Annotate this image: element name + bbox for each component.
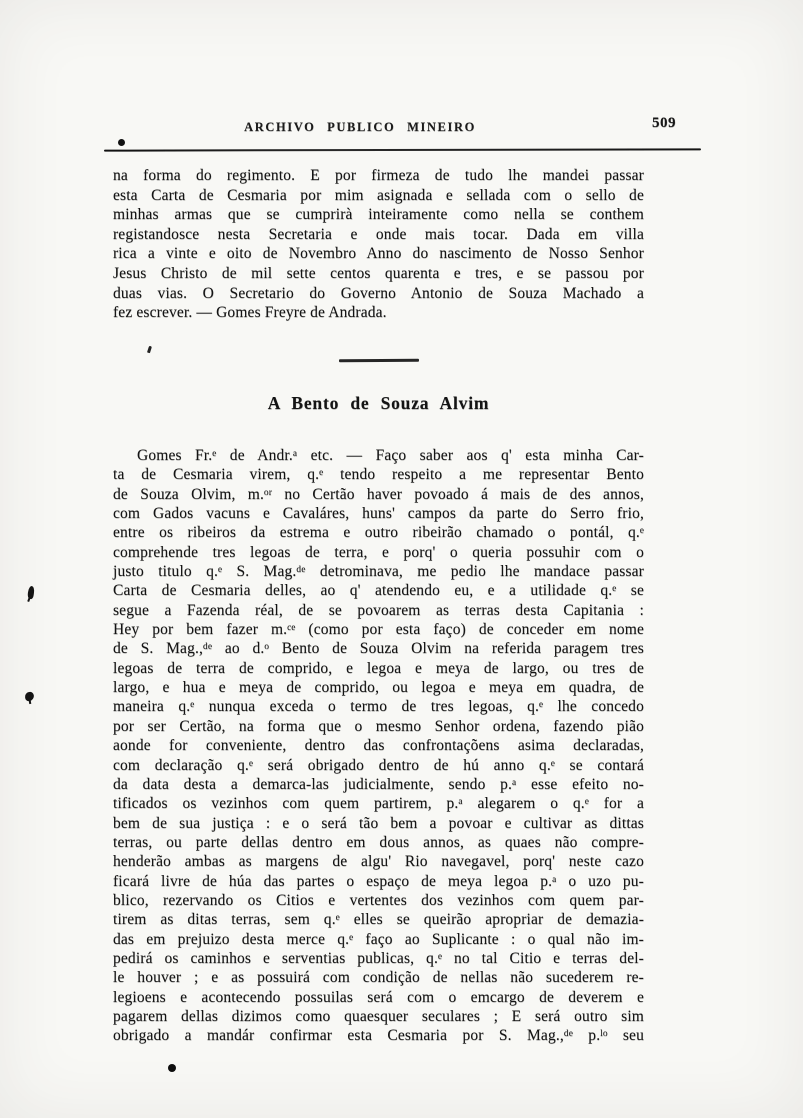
text-line: tirem as ditas terras, sem q.ᵉ elles se queirão apropriar de demazia- bbox=[113, 911, 644, 929]
text-line: entre os ribeiros da estrema e outro ribeirão chamado o pontál, q.ᵉ bbox=[113, 524, 644, 542]
text-line: segue a Fazenda réal, de se povoarem as terras desta Capitania : bbox=[113, 601, 644, 619]
text-line: maneira q.ᵉ nunqua exceda o termo de tres legoas, q.ᵉ lhe concedo bbox=[113, 698, 644, 716]
text-line: Jesus Christo de mil sette centos quarenta e tres, e se passou por bbox=[113, 264, 644, 282]
text-line: pagarem dellas dizimos como quaesquer seculares ; E será outro sim bbox=[113, 1007, 644, 1025]
text-line: rica a vinte e oito de Novembro Anno do nascimento de Nosso Senhor bbox=[113, 245, 644, 263]
text-line: ta de Cesmaria virem, q.ᵉ tendo respeito a me representar Bento bbox=[113, 466, 644, 484]
text-line: com Gados vacuns e Cavaláres, huns' campos da parte do Serro frio, bbox=[113, 505, 644, 523]
text-line: duas vias. O Secretario do Governo Antonio de Souza Machado a bbox=[113, 284, 644, 302]
section-divider-rule bbox=[339, 359, 419, 362]
margin-ink-mark-bottom bbox=[24, 691, 34, 701]
text-line: de S. Mag.,ᵈᵉ ao d.ᵒ Bento de Souza Olvim na referida paragem tres bbox=[113, 640, 644, 658]
text-line: tificados os vezinhos com quem partirem, p.ᵃ alegarem o q.ᵉ for a bbox=[113, 795, 644, 813]
running-title: ARCHIVO PUBLICO MINEIRO bbox=[244, 120, 476, 134]
text-line: ficará livre de húa das partes o espaço de meya legoa p.ᵃ o uzo pu- bbox=[113, 872, 644, 890]
text-line: henderão ambas as margens de algu' Rio navegavel, porq' neste cazo bbox=[113, 853, 644, 871]
text-line: esta Carta de Cesmaria por mim asignada e sellada com o sello de bbox=[113, 186, 644, 204]
text-line: minhas armas que se cumprirà inteiramente como nella se conthem bbox=[113, 206, 644, 224]
text-line: largo, e hua e meya de comprido, ou legoa e meya em quadra, de bbox=[113, 679, 644, 697]
header-rule bbox=[104, 148, 701, 151]
text-line: legioens e acontecendo possuilas será com o emcargo de deverem e bbox=[113, 988, 644, 1006]
text-line: justo titulo q.ᵉ S. Mag.ᵈᵉ detrominava, me pedio lhe mandace passar bbox=[113, 563, 644, 581]
text-line: obrigado a mandár confirmar esta Cesmaria por S. Mag.,ᵈᵉ p.ˡᵒ seu bbox=[113, 1027, 644, 1045]
text-line: registandosce nesta Secretaria e onde mais tocar. Dada em villa bbox=[113, 225, 644, 243]
text-line: terras, ou parte dellas dentro em dous annos, as quaes não compre- bbox=[113, 833, 644, 851]
text-line: fez escrever. — Gomes Freyre de Andrada. bbox=[113, 304, 387, 322]
paragraph-carta-bento bbox=[113, 446, 644, 1046]
ink-dot-header bbox=[118, 139, 125, 146]
text-line: bem de sua justiça : e o será tão bem a povoar e cultivar as dittas bbox=[113, 814, 644, 832]
section-heading: A Bento de Souza Alvim bbox=[267, 393, 490, 413]
text-line: le houver ; e as possuirá com condição de nellas não sucederem re- bbox=[113, 969, 644, 987]
stray-ink-mark bbox=[147, 346, 152, 354]
text-line: comprehende tres legoas de terra, e porq' o queria possuhir com o bbox=[113, 543, 644, 561]
text-line: da data desta a demarca-las judicialmente, sendo p.ᵃ esse efeito no- bbox=[113, 775, 644, 793]
text-line: na forma do regimento. E por firmeza de tudo lhe mandei passar bbox=[113, 167, 644, 184]
text-line: aonde for conveniente, dentro das confrontaçõens asima declaradas, bbox=[113, 737, 644, 755]
text-line: das em prejuizo desta merce q.ᵉ faço ao Suplicante : o qual não im- bbox=[113, 930, 644, 948]
margin-ink-mark-top bbox=[27, 586, 35, 600]
text-line: Carta de Cesmaria delles, ao q' atendendo eu, e a utilidade q.ᵉ se bbox=[113, 582, 644, 600]
text-line: pedirá os caminhos e serventias publicas, q.ᵉ no tal Citio e terras del- bbox=[113, 949, 644, 967]
page-number: 509 bbox=[652, 115, 676, 131]
text-line: blico, rezervando os Citios e vertentes dos vezinhos com quem par- bbox=[113, 891, 644, 909]
ink-dot-footer bbox=[168, 1064, 176, 1072]
text-line: legoas de terra de comprido, e legoa e meya de largo, ou tres de bbox=[113, 659, 644, 677]
text-line: de Souza Olvim, m.ᵒʳ no Certão haver povoado á mais de des annos, bbox=[113, 485, 644, 503]
text-line: Gomes Fr.ᵉ de Andr.ᵃ etc. — Faço saber aos q' esta minha Car- bbox=[137, 447, 644, 464]
paragraph-carta-anterior bbox=[113, 166, 644, 323]
text-line: Hey por bem fazer m.ᶜᵉ (como por esta faço) de conceder em nome bbox=[113, 621, 644, 639]
text-line: com declaração q.ᵉ será obrigado dentro de hú anno q.ᵉ se contará bbox=[113, 756, 644, 774]
text-line: por ser Certão, na forma que o mesmo Senhor ordena, fazendo pião bbox=[113, 717, 644, 735]
